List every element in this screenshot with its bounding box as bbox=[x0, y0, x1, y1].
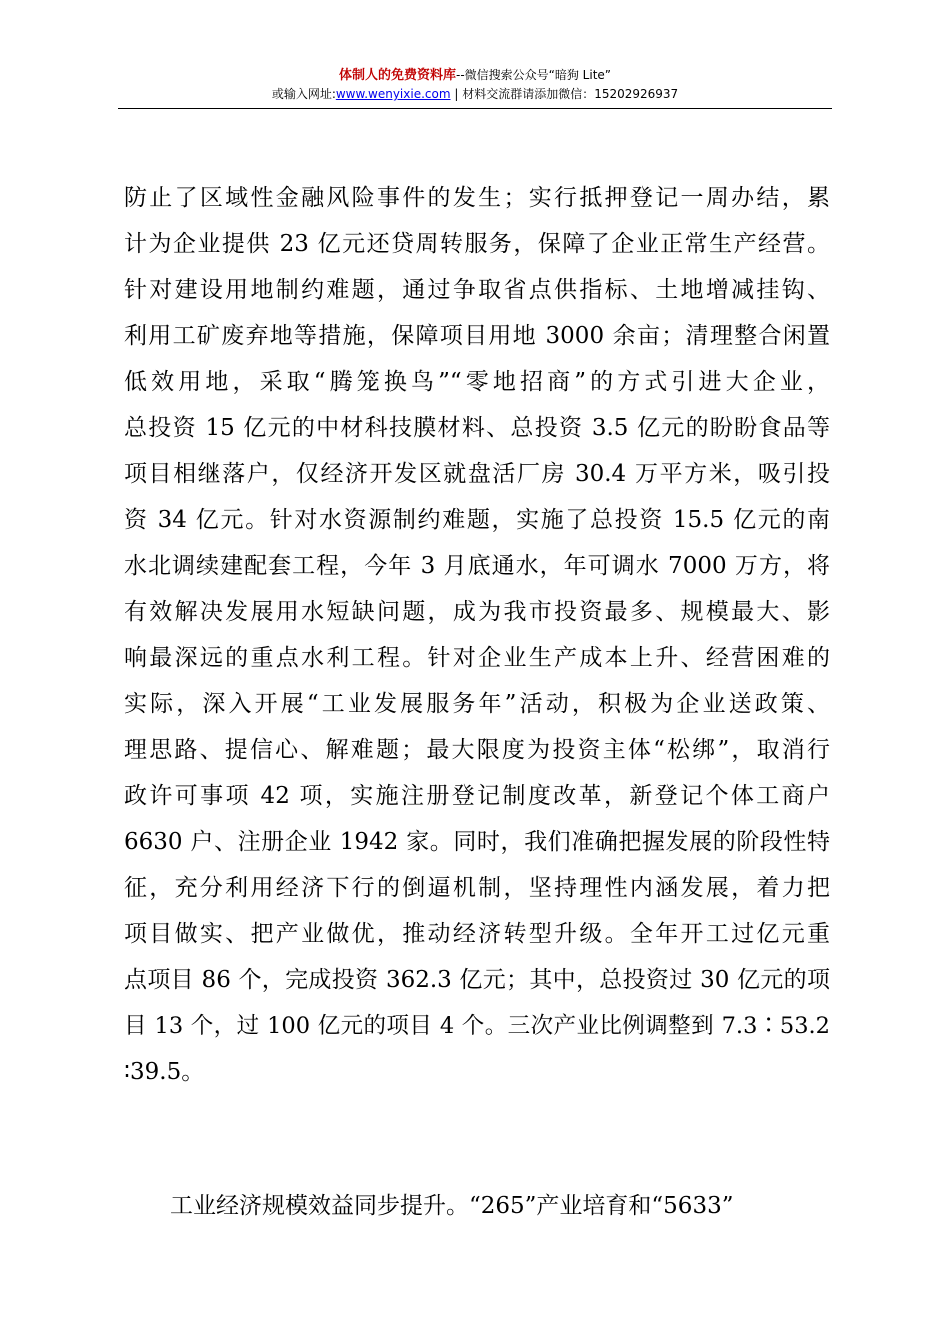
text-line: 点项目 86 个，完成投资 362.3 亿元；其中，总投资过 30 亿元的项 bbox=[124, 967, 830, 993]
text-line: 项目相继落户，仅经济开发区就盘活厂房 30.4 万平方米，吸引投 bbox=[124, 461, 830, 487]
text-line: 实际，深入开展“工业发展服务年”活动，积极为企业送政策、 bbox=[124, 691, 830, 717]
text-line: 响最深远的重点水利工程。针对企业生产成本上升、经营困难的 bbox=[124, 645, 830, 671]
paragraph-2-text: 工业经济规模效益同步提升。“265”产业培育和“5633” bbox=[124, 1193, 734, 1219]
paragraph-1 bbox=[124, 175, 830, 1095]
text-line: 低效用地，采取“腾笼换鸟”“零地招商”的方式引进大企业， bbox=[124, 369, 830, 395]
text-line: 理思路、提信心、解难题；最大限度为投资主体“松绑”，取消行 bbox=[124, 737, 830, 763]
text-line: 目 13 个，过 100 亿元的项目 4 个。三次产业比例调整到 7.3∶53.2 bbox=[124, 1013, 830, 1039]
text-line: 有效解决发展用水短缺问题，成为我市投资最多、规模最大、影 bbox=[124, 599, 830, 625]
header-prefix: 或输入网址: bbox=[271, 87, 336, 101]
text-line: 防止了区域性金融风险事件的发生；实行抵押登记一周办结，累 bbox=[124, 185, 830, 211]
text-line: 6630 户、注册企业 1942 家。同时，我们准确把握发展的阶段性特 bbox=[124, 829, 830, 855]
header-suffix: | 材料交流群请添加微信：15202926937 bbox=[450, 87, 679, 101]
header-brand: 体制人的免费资料库 bbox=[338, 68, 456, 83]
text-line: 资 34 亿元。针对水资源制约难题，实施了总投资 15.5 亿元的南 bbox=[124, 507, 830, 533]
text-line: 总投资 15 亿元的中材科技膜材料、总投资 3.5 亿元的盼盼食品等 bbox=[124, 415, 830, 441]
text-line: 项目做实、把产业做优，推动经济转型升级。全年开工过亿元重 bbox=[124, 921, 830, 947]
header-line-2 bbox=[118, 85, 832, 103]
text-line: 利用工矿废弃地等措施，保障项目用地 3000 余亩；清理整合闲置 bbox=[124, 323, 830, 349]
paragraph-2 bbox=[124, 1183, 830, 1229]
page-header bbox=[118, 66, 832, 103]
text-line: ∶39.5。 bbox=[124, 1059, 205, 1085]
header-divider bbox=[118, 108, 832, 109]
text-line: 计为企业提供 23 亿元还贷周转服务，保障了企业正常生产经营。 bbox=[124, 231, 830, 257]
text-line: 政许可事项 42 项，实施注册登记制度改革，新登记个体工商户 bbox=[124, 783, 830, 809]
header-line-1 bbox=[118, 66, 832, 85]
text-line: 针对建设用地制约难题，通过争取省点供指标、土地增减挂钩、 bbox=[124, 277, 830, 303]
header-url-link[interactable]: www.wenyixie.com bbox=[335, 87, 451, 101]
text-line: 征，充分利用经济下行的倒逼机制，坚持理性内涵发展，着力把 bbox=[124, 875, 830, 901]
text-line: 水北调续建配套工程，今年 3 月底通水，年可调水 7000 万方，将 bbox=[124, 553, 830, 579]
header-note: --微信搜索公众号“暗狗 Lite” bbox=[455, 68, 612, 82]
